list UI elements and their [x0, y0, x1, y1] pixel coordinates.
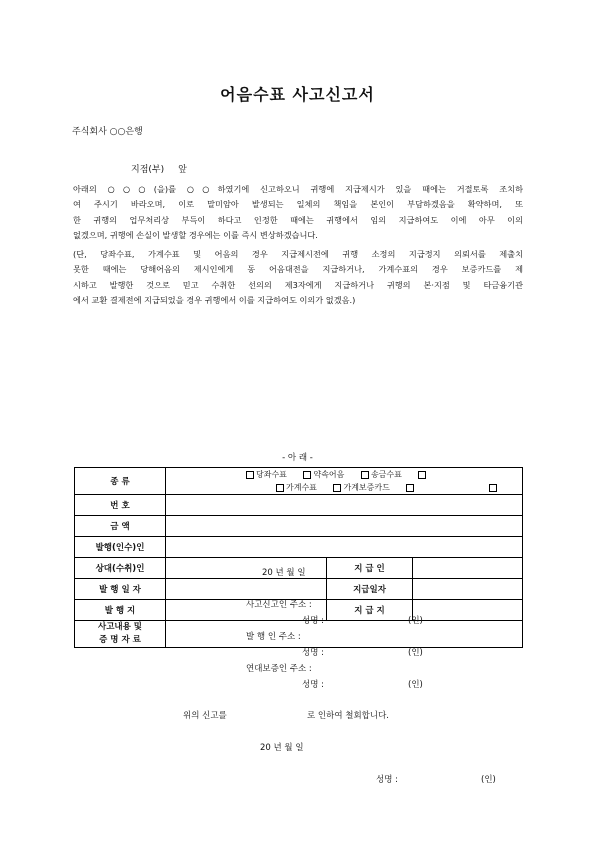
paragraph-2-line: (단, 당좌수표, 가계수표 및 어음의 경우 지급제시전에 귀행 소정의 지급정지 의뢰서를 제출치 — [73, 249, 523, 259]
issue-date-label: 발 행 일 자 — [75, 579, 166, 600]
issue-date-field[interactable] — [166, 579, 327, 600]
issue-place-label: 발 행 지 — [75, 600, 166, 621]
pay-date-label: 지급일자 — [327, 579, 413, 600]
number-label: 번 호 — [75, 495, 166, 516]
issuer-field[interactable] — [166, 537, 523, 558]
option-blank-3[interactable] — [489, 483, 499, 492]
paragraph-2-line: 못한 때에는 당해어음의 제시인에게 동 어음대전을 지급하거나, 가계수표의 경우 보증카드를 제 — [73, 264, 523, 275]
guarantor-seal: (인) — [408, 680, 423, 690]
checkbox[interactable] — [418, 471, 426, 479]
guarantor-name-label: 성명 : — [302, 680, 324, 690]
kind-options — [166, 468, 523, 495]
withdrawal-prefix: 위의 신고를 — [183, 711, 227, 721]
final-seal: (인) — [481, 775, 496, 785]
paragraph-2 — [73, 247, 523, 308]
paragraph-1-line: 없겠으며, 귀행에 손실이 발생할 경우에는 이를 즉시 변상하겠습니다. — [73, 229, 318, 240]
checkbox[interactable] — [333, 484, 341, 492]
reporter-seal: (인) — [408, 616, 423, 626]
amount-field[interactable] — [166, 516, 523, 537]
branch-name: 지점(부) — [131, 165, 165, 175]
paragraph-2-line: 시하고 발행한 것으로 믿고 수취한 선의의 제3자에게 지급하거나 귀행의 본·지점 및 타금융기관 — [73, 279, 523, 290]
page-title: 어음수표 사고신고서 — [220, 85, 375, 104]
option-household-cheque[interactable]: 가계수표 — [276, 483, 317, 492]
paragraph-1 — [73, 182, 523, 243]
withdrawal-date: 20 년 월 일 — [260, 743, 304, 753]
report-form-table — [74, 467, 523, 648]
option-remittance-cheque[interactable]: 송금수표 — [361, 470, 402, 479]
case-field[interactable] — [166, 621, 523, 648]
option-guarantee-card[interactable]: 가계보증카드 — [333, 483, 389, 492]
paragraph-1-line: 여 주시기 바라오며, 이로 말미암아 발생되는 일체의 책임을 본인이 부담하겠음을 확약하며, 또 — [73, 199, 523, 210]
payer-field[interactable] — [413, 558, 523, 579]
issuer-seal: (인) — [408, 648, 423, 658]
withdrawal-suffix: 로 인하여 철회합니다. — [307, 711, 390, 721]
case-label-line: 사고내용 및 — [97, 622, 142, 632]
option-cheque[interactable]: 당좌수표 — [246, 470, 287, 479]
amount-label: 금 액 — [75, 516, 166, 537]
section-heading: - 아 래 - — [282, 453, 313, 463]
paragraph-1-line: 한 귀행의 업무처리상 부득이 하다고 인정한 때에는 귀행에서 임의 지급하여도 이에 아무 이의 — [73, 214, 523, 225]
issuer-name-label: 성명 : — [302, 648, 324, 658]
reporter-name-label: 성명 : — [302, 616, 324, 626]
guarantor-address-label: 연대보증인 주소 : — [246, 664, 312, 674]
issuer-label: 발행(인수)인 — [75, 537, 166, 558]
option-blank-1[interactable] — [418, 470, 428, 479]
option-promissory-note[interactable]: 약속어음 — [303, 470, 344, 479]
pay-place-field[interactable] — [413, 600, 523, 621]
checkbox[interactable] — [246, 471, 254, 479]
final-name-label: 성명 : — [376, 775, 398, 785]
paragraph-2-line: 에서 교환 결제전에 지급되었을 경우 귀행에서 이를 지급하여도 이의가 없겠음.) — [73, 294, 356, 305]
report-date: 20 년 월 일 — [262, 568, 306, 578]
pay-date-field[interactable] — [413, 579, 523, 600]
checkbox[interactable] — [406, 484, 414, 492]
pay-place-label: 지 급 지 — [327, 600, 413, 621]
checkbox[interactable] — [489, 484, 497, 492]
number-field[interactable] — [166, 495, 523, 516]
case-label-line: 증 명 자 료 — [99, 635, 141, 645]
payee-label: 상대(수취)인 — [75, 558, 166, 579]
issuer-address-label: 발 행 인 주소 : — [246, 632, 301, 642]
checkbox[interactable] — [303, 471, 311, 479]
branch-suffix: 앞 — [178, 165, 187, 175]
reporter-address-label: 사고신고인 주소 : — [246, 600, 312, 610]
checkbox[interactable] — [361, 471, 369, 479]
option-blank-2[interactable] — [406, 483, 416, 492]
payer-label: 지 급 인 — [327, 558, 413, 579]
case-label — [75, 621, 166, 648]
kind-label: 종 류 — [75, 468, 166, 495]
paragraph-1-line: 아래의 ○○○(을)를 ○○하였기에 신고하오니 귀행에 지급제시가 있을 때에는 거절토록 조치하 — [73, 184, 523, 194]
branch-line — [131, 162, 187, 175]
addressee: 주식회사 ○○은행 — [72, 127, 143, 137]
checkbox[interactable] — [276, 484, 284, 492]
